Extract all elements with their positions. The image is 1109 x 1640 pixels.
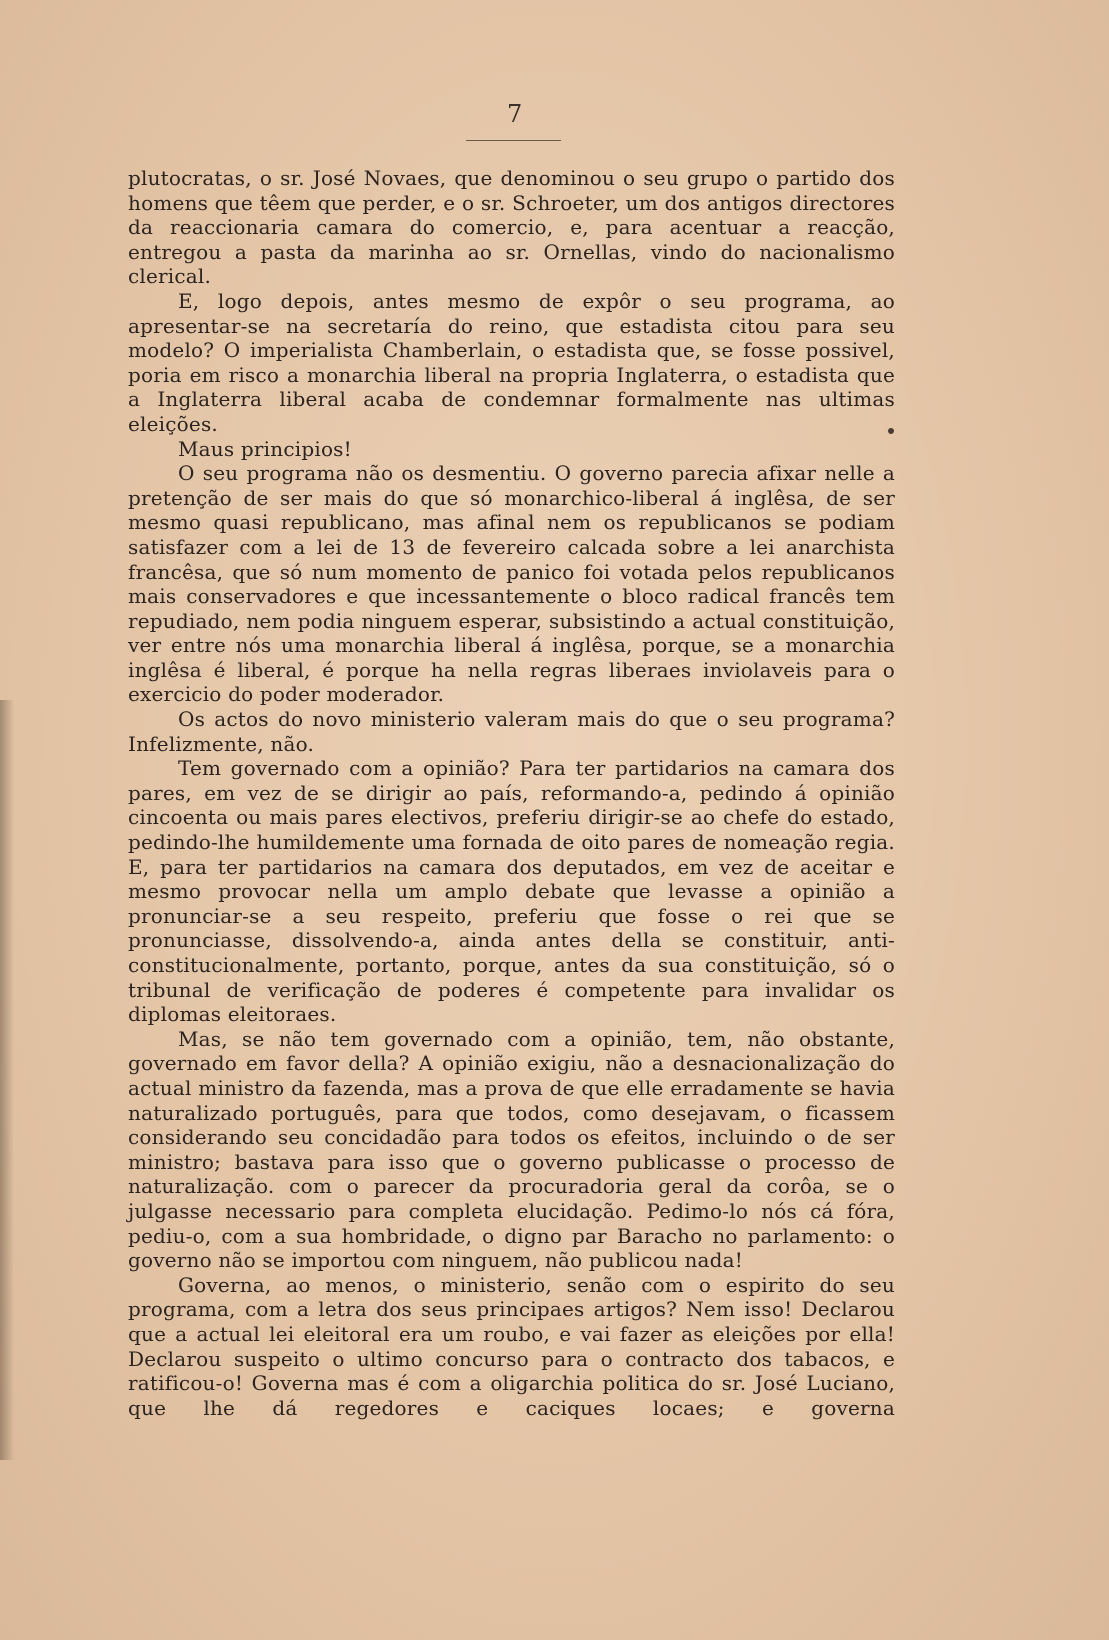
- page-number: 7: [507, 100, 523, 128]
- page-number-rule: [466, 140, 561, 141]
- paragraph-5: Os actos do novo ministerio valeram mais do que o seu programa? Infelizmente, não.: [128, 707, 895, 756]
- paragraph-4: O seu programa não os desmentiu. O governo parecia afixar nelle a pretenção de ser mais do que só monarchico-liberal á inglêsa, de ser mesmo quasi republicano, mas afinal nem os republicanos se podiam satisfazer com a lei de 13 de fevereiro calcada sobre a lei anarchista francêsa, que só num momento de panico foi votada pelos republicanos mais conservadores e que incessantemente o bloco radical francês tem repudiado, nem podia ninguem esperar, subsistindo a actual constituição, ver entre nós uma monarchia liberal á inglêsa, porque, se a monarchia inglêsa é liberal, é porque ha nella regras liberaes inviolaveis para o exercicio do poder moderador.: [128, 461, 895, 707]
- paragraph-2: E, logo depois, antes mesmo de expôr o seu programa, ao apresentar-se na secretaría do reino, que estadista citou para seu modelo? O imperialista Chamberlain, o estadista que, se fosse possivel, poria em risco a monarchia liberal na propria Inglaterra, o estadista que a Inglaterra liberal acaba de condemnar formalmente nas ultimas eleições.: [128, 288, 895, 436]
- page-edge-shadow: [0, 700, 14, 1460]
- body-text: [128, 166, 895, 1420]
- paragraph-6: Tem governado com a opinião? Para ter partidarios na camara dos pares, em vez de se dirigir ao país, reformando-a, pedindo á opinião cincoenta ou mais pares electivos, preferiu dirigir-se ao chefe do estado, pedindo-lhe humildemente uma fornada de oito pares de nomeação regia. E, para ter partidarios na camara dos deputados, em vez de aceitar e mesmo provocar nella um amplo debate que levasse a opinião a pronunciar-se a seu respeito, preferiu que fosse o rei que se pronunciasse, dissolvendo-a, ainda antes della se constituir, anti-constitucionalmente, portanto, porque, antes da sua constituição, só o tribunal de verificação de poderes é competente para invalidar os diplomas eleitoraes.: [128, 756, 895, 1027]
- paragraph-1: plutocratas, o sr. José Novaes, que denominou o seu grupo o partido dos homens que têem que perder, e o sr. Schroeter, um dos antigos directores da reaccionaria camara do comercio, e, para acentuar a reacção, entregou a pasta da marinha ao sr. Ornellas, vindo do nacionalismo clerical.: [128, 166, 895, 289]
- paragraph-7: Mas, se não tem governado com a opinião, tem, não obstante, governado em favor della? A opinião exigiu, não a desnacionalização do actual ministro da fazenda, mas a prova de que elle erradamente se havia naturalizado português, para que todos, como desejavam, o ficassem considerando seu concidadão para todos os efeitos, incluindo o de ser ministro; bastava para isso que o governo publicasse o processo de naturalização. com o parecer da procuradoria geral da corôa, se o julgasse necessario para completa elucidação. Pedimo-lo nós cá fóra, pediu-o, com a sua hombridade, o digno par Baracho no parlamento: o governo não se importou com ninguem, não publicou nada!: [128, 1026, 895, 1273]
- paragraph-3: Maus principios!: [178, 436, 352, 461]
- paragraph-8: Governa, ao menos, o ministerio, senão com o espirito do seu programa, com a letra dos seus principaes artigos? Nem isso! Declarou que a actual lei eleitoral era um roubo, e vai fazer as eleições por ella! Declarou suspeito o ultimo concurso para o contracto dos tabacos, e ratificou-o! Governa mas é com a oligarchia politica do sr. José Luciano, que lhe dá regedores e caciques locaes; e governa: [128, 1272, 895, 1420]
